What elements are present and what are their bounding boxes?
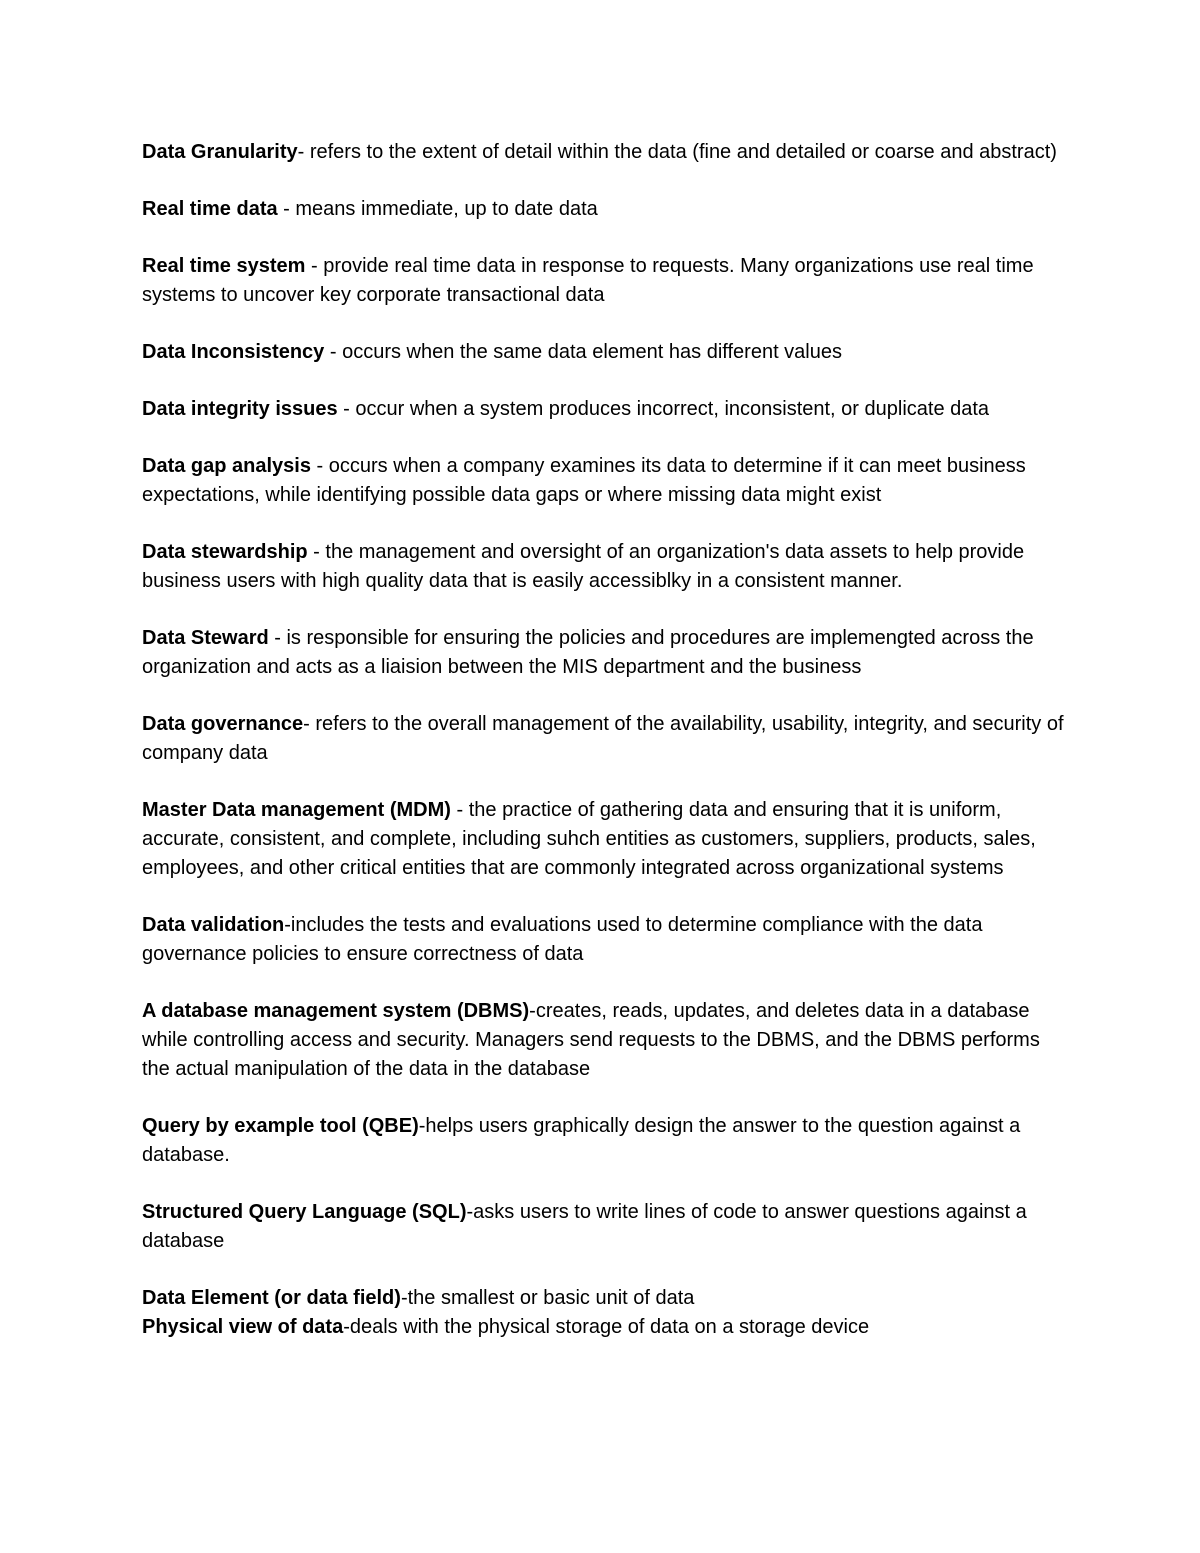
entry-definition: - occurs when a company examines its data to determine if it can meet business expectations, while identifying possible data gaps or where missing data might exist — [142, 455, 1026, 506]
entry-physical-view-of-data — [142, 1313, 1072, 1342]
entry-term: Query by example tool (QBE) — [142, 1115, 419, 1137]
entry-master-data-management — [142, 796, 1072, 883]
entry-definition: - the practice of gathering data and ensuring that it is uniform, accurate, consistent, and complete, including suhch entities as customers, suppliers, products, sales, employees, and other critical entities that are commonly integrated across organizational systems — [142, 799, 1036, 879]
entry-term: A database management system (DBMS) — [142, 1000, 530, 1022]
entry-definition: - provide real time data in response to requests. Many organizations use real time systems to uncover key corporate transactional data — [142, 255, 1034, 306]
entry-definition: - means immediate, up to date data — [277, 198, 598, 220]
entry-definition: -the smallest or basic unit of data — [400, 1287, 695, 1309]
entry-data-inconsistency — [142, 338, 1072, 367]
entry-term: Real time data — [142, 198, 278, 220]
entry-term: Data gap analysis — [142, 455, 311, 477]
entry-term: Master Data management (MDM) — [142, 799, 451, 821]
entry-term: Data integrity issues — [142, 398, 338, 420]
entry-term: Physical view of data — [142, 1316, 344, 1338]
entry-definition: -creates, reads, updates, and deletes data in a database while controlling access and security. Managers send requests to the DBMS, and the DBMS performs the actual manipulation of the data in the database — [142, 1000, 1040, 1080]
entry-definition: -includes the tests and evaluations used to determine compliance with the data governance policies to ensure correctness of data — [142, 914, 983, 965]
entry-term: Data validation — [142, 914, 285, 936]
entry-term: Data Steward — [142, 627, 269, 649]
entry-definition: - is responsible for ensuring the policies and procedures are implemengted across the organization and acts as a liaision between the MIS department and the business — [142, 627, 1034, 678]
entry-term: Data governance — [142, 713, 304, 735]
entry-term: Data Element (or data field) — [142, 1287, 401, 1309]
entry-term: Data Inconsistency — [142, 341, 325, 363]
entry-definition: - occurs when the same data element has different values — [324, 341, 842, 363]
entry-term: Structured Query Language (SQL) — [142, 1201, 467, 1223]
entry-data-integrity-issues — [142, 395, 1072, 424]
entry-data-stewardship — [142, 538, 1072, 596]
entry-definition: - occur when a system produces incorrect, inconsistent, or duplicate data — [337, 398, 990, 420]
entry-dbms — [142, 997, 1072, 1084]
entry-data-gap-analysis — [142, 452, 1072, 510]
entry-data-granularity — [142, 138, 1072, 167]
entry-definition: -helps users graphically design the answer to the question against a database. — [142, 1115, 1021, 1166]
entry-data-validation — [142, 911, 1072, 969]
entry-definition: -deals with the physical storage of data on a storage device — [343, 1316, 870, 1338]
document-page — [142, 138, 1072, 1342]
entry-qbe — [142, 1112, 1072, 1170]
entry-real-time-data — [142, 195, 1072, 224]
entry-definition: - refers to the extent of detail within the data (fine and detailed or coarse and abstract) — [297, 141, 1057, 163]
entry-term: Real time system — [142, 255, 306, 277]
entry-data-governance — [142, 710, 1072, 768]
entry-data-steward — [142, 624, 1072, 682]
entry-definition: -asks users to write lines of code to answer questions against a database — [142, 1201, 1027, 1252]
entry-sql — [142, 1198, 1072, 1256]
entry-term: Data Granularity — [142, 141, 298, 163]
entry-definition: - the management and oversight of an organization's data assets to help provide business users with high quality data that is easily accessiblky in a consistent manner. — [142, 541, 1025, 592]
entry-data-element — [142, 1284, 1072, 1313]
entry-definition: - refers to the overall management of the availability, usability, integrity, and security of company data — [142, 713, 1064, 764]
entry-term: Data stewardship — [142, 541, 308, 563]
entry-real-time-system — [142, 252, 1072, 310]
